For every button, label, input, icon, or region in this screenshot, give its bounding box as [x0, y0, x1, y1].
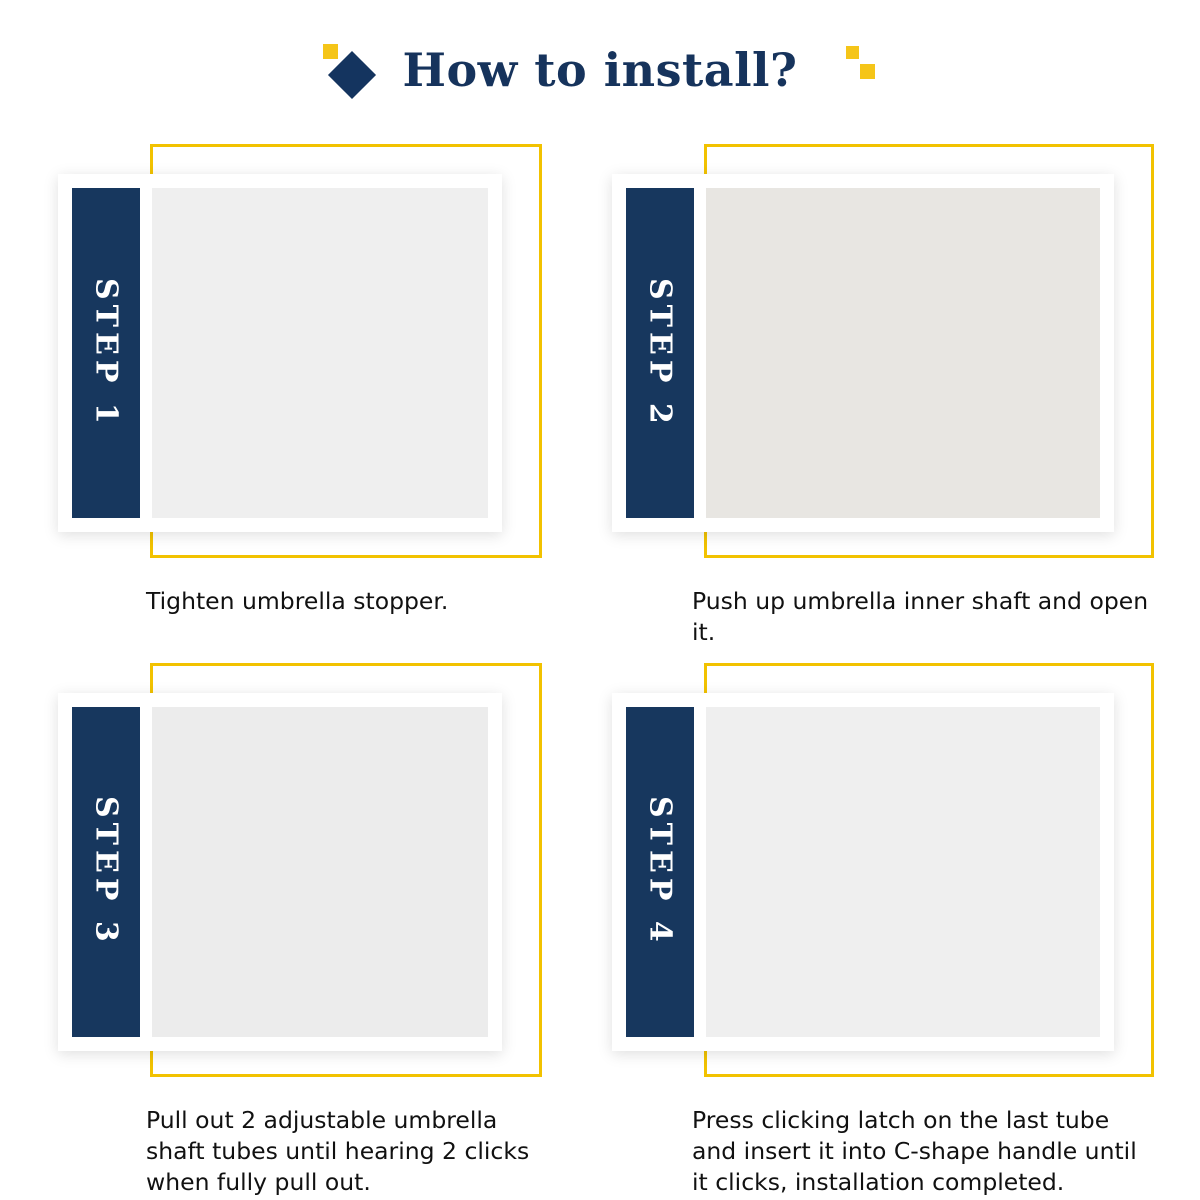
step-1-band	[72, 188, 140, 518]
square-yellow-icon	[323, 44, 338, 59]
square-yellow-icon-2	[860, 64, 875, 79]
step-4-photo-card	[612, 693, 1114, 1051]
step-4-band	[626, 707, 694, 1037]
page-header	[0, 0, 1200, 140]
step-2-image	[706, 188, 1100, 518]
step-4-band-label: STEP 4	[642, 796, 678, 947]
step-2-band-label: STEP 2	[642, 277, 678, 429]
step-3-media	[58, 657, 542, 1087]
step-2-media	[612, 138, 1154, 568]
step-card-1	[0, 138, 600, 649]
step-1-caption: Tighten umbrella stopper.	[146, 587, 449, 615]
step-2-photo-card	[612, 174, 1114, 532]
step-4-image	[706, 707, 1100, 1037]
step-3-image	[152, 707, 488, 1037]
step-3-band-label: STEP 3	[88, 796, 124, 947]
step-1-band-label: STEP 1	[88, 277, 124, 429]
decor-right	[823, 44, 873, 96]
header-inner	[327, 43, 874, 97]
steps-grid	[0, 138, 1200, 1198]
page-title: How to install?	[402, 43, 798, 97]
decor-left	[327, 44, 377, 96]
step-3-photo-card	[58, 693, 502, 1051]
step-2-band	[626, 188, 694, 518]
step-1-media	[58, 138, 542, 568]
step-card-2	[600, 138, 1200, 649]
step-3-band	[72, 707, 140, 1037]
step-card-4	[600, 657, 1200, 1199]
step-4-media	[612, 657, 1154, 1087]
step-1-image	[152, 188, 488, 518]
step-3-caption: Pull out 2 adjustable umbrella shaft tubes until hearing 2 clicks when fully pull out.	[146, 1105, 530, 1196]
step-card-3	[0, 657, 600, 1199]
step-1-photo-card	[58, 174, 502, 532]
step-4-caption: Press clicking latch on the last tube and insert it into C-shape handle until it clicks, installation completed.	[692, 1105, 1137, 1196]
square-yellow-icon-small	[846, 46, 859, 59]
step-2-caption: Push up umbrella inner shaft and open it.	[692, 587, 1149, 647]
